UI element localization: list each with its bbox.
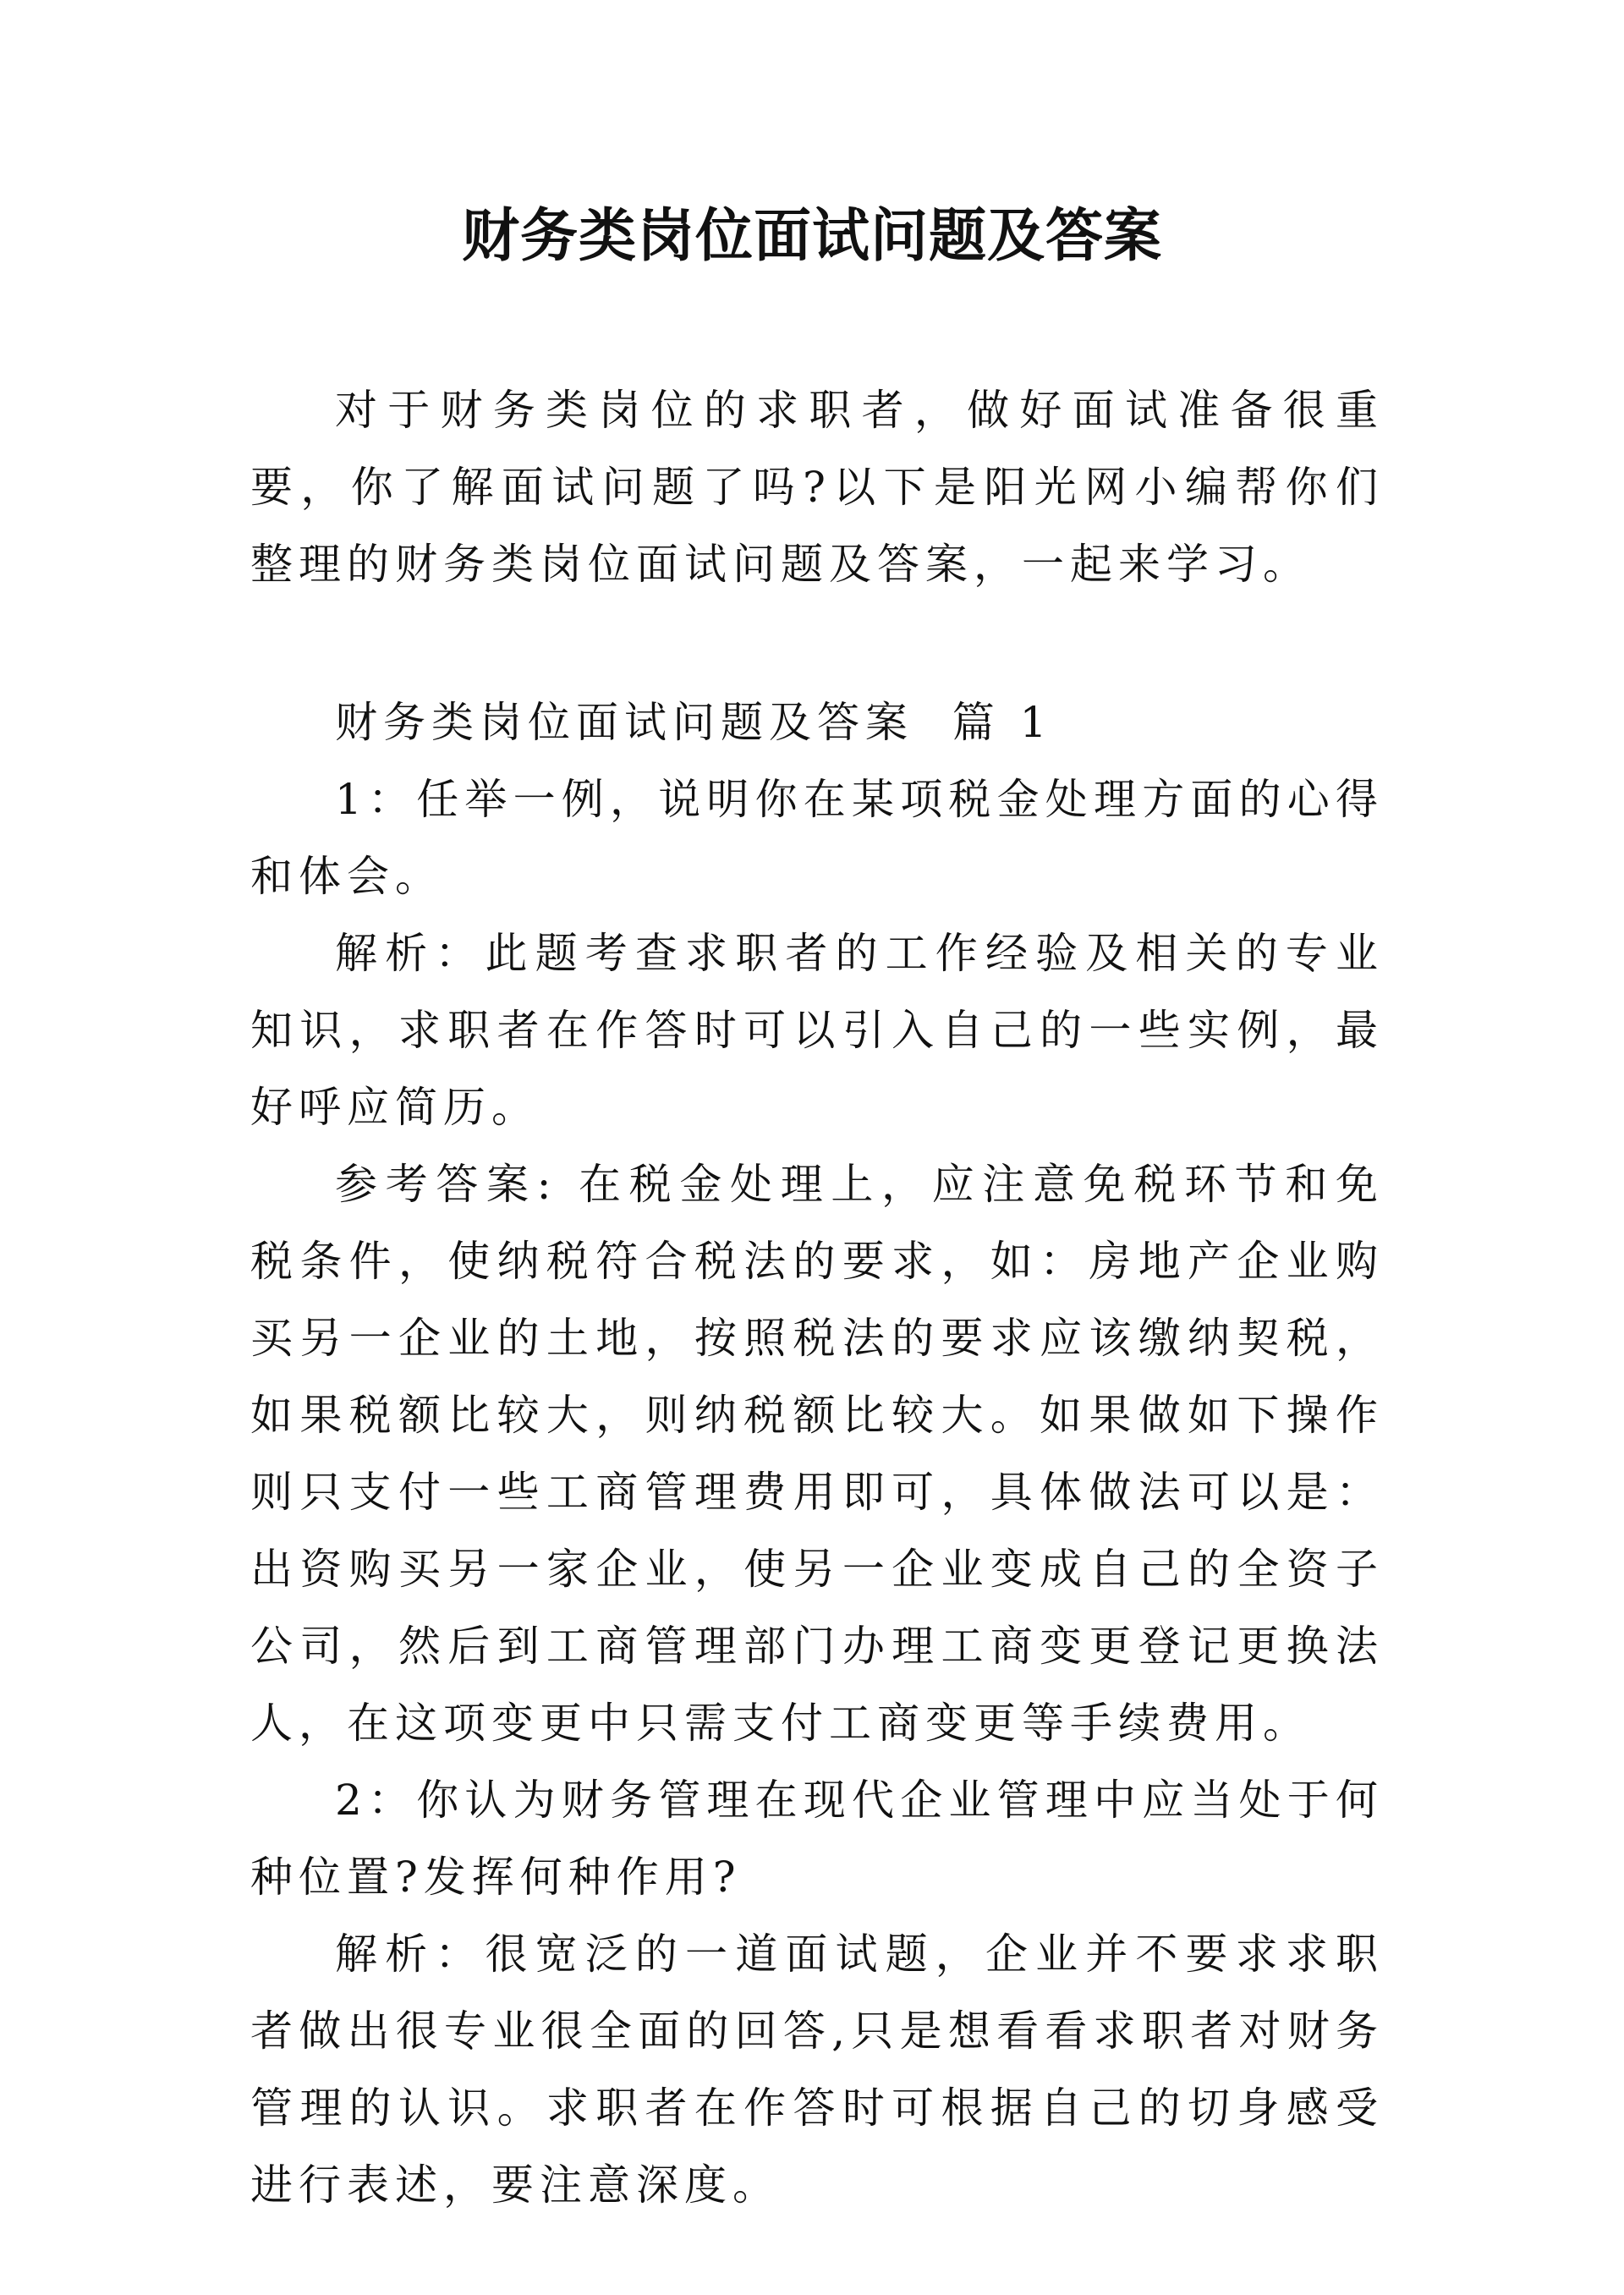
answer-1-paragraph: 参考答案: 在税金处理上，应注意免税环节和免税条件，使纳税符合税法的要求，如：房地产企业购买另一企业的土地，按照税法的要求应该缴纳契税，如果税额比较大，则纳税额比较大。如果做如下操作则只支付一些工商管理费用即可，具体做法可以是：出资购买另一家企业，使另一企业变成自己的全资子公司，然后到工商管理部门办理工商变更登记更换法人，在这项变更中只需支付工商变更等手续费用。: [250, 1160, 1384, 1748]
question-1-paragraph: 1：任举一例，说明你在某项税金处理方面的心得和体会。: [250, 775, 1384, 901]
question-2-paragraph: 2：你认为财务管理在现代企业管理中应当处于何种位置?发挥何种作用?: [250, 1776, 1384, 1902]
page-title: 财务类岗位面试问题及答案: [461, 203, 1162, 270]
intro-paragraph: 对于财务类岗位的求职者，做好面试准备很重要，你了解面试问题了吗?以下是阳光网小编帮你们整理的财务类岗位面试问题及答案，一起来学习。: [250, 386, 1384, 589]
analysis-1-paragraph: 解析：此题考查求职者的工作经验及相关的专业知识，求职者在作答时可以引入自己的一些实例，最好呼应简历。: [250, 929, 1384, 1132]
analysis-2-paragraph: 解析：很宽泛的一道面试题，企业并不要求求职者做出很专业很全面的回答,只是想看看求职者对财务管理的认识。求职者在作答时可根据自己的切身感受进行表述，要注意深度。: [250, 1930, 1384, 2210]
document-body: [250, 372, 1384, 2224]
section-heading: 财务类岗位面试问题及答案 篇 1: [335, 698, 1053, 747]
